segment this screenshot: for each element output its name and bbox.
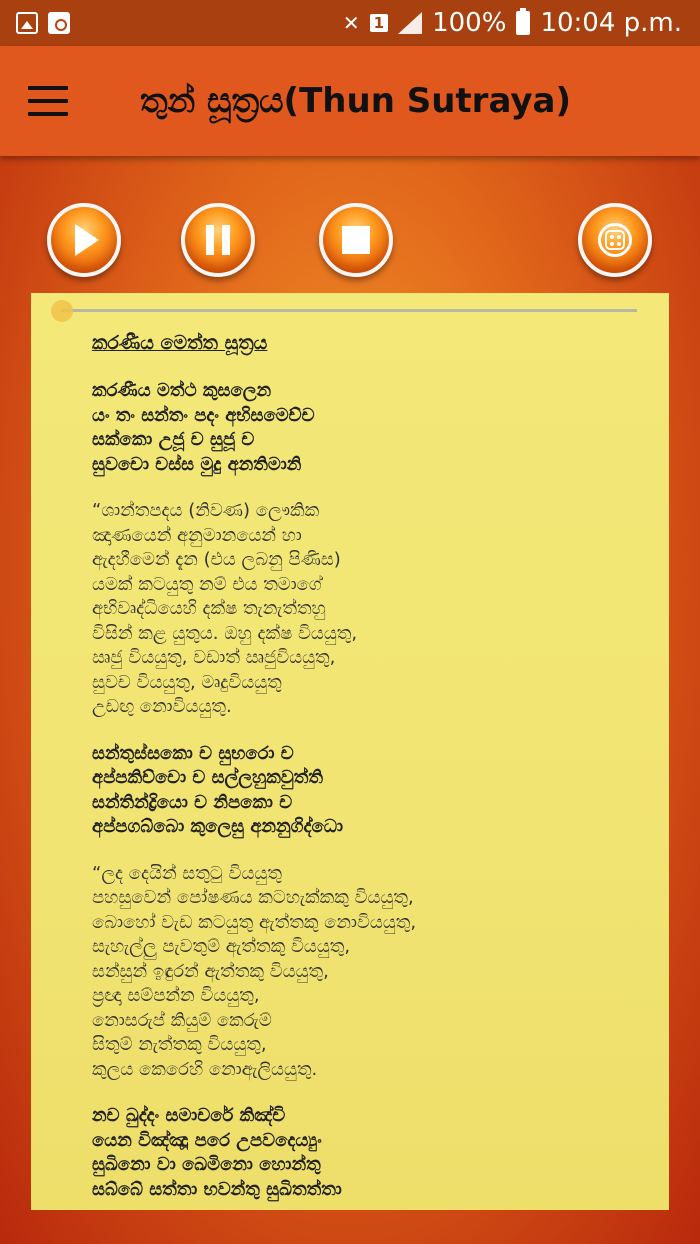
lyric-line: අප්පගබ්බො කුලෙසු අනනුගිද්ධො	[92, 816, 344, 837]
stanza-1	[92, 379, 652, 477]
hamburger-menu-icon[interactable]	[28, 86, 68, 116]
mute-vibrate-icon: ✕	[342, 11, 360, 35]
lyric-line: අප්පකිච්චො ච සල්ලහුකවුත්ති	[92, 767, 323, 788]
pause-button[interactable]	[181, 203, 255, 277]
seek-bar-track[interactable]	[61, 309, 637, 312]
lyric-line: සන්තින්ද්‍රියො ච නිපකො ච	[92, 791, 293, 813]
options-button[interactable]	[578, 203, 652, 277]
lyric-line: අභිවෘද්ධියෙහි දක්ෂ තැනැත්තහු	[92, 598, 326, 619]
app-notification-icon	[48, 12, 70, 34]
clock: 10:04 p.m.	[540, 8, 682, 38]
app-bar	[0, 46, 700, 156]
page-title: තුන් සූත්‍රය(Thun Sutraya)	[140, 81, 571, 121]
stanza-3	[92, 742, 652, 840]
pause-icon	[206, 225, 230, 255]
stop-button[interactable]	[319, 203, 393, 277]
sim-slot-badge: 1	[370, 14, 388, 32]
lyric-line: ඤාණයෙන් අනුමානයෙන් හා	[92, 524, 302, 546]
lyric-line: සබ්බේ සත්තා භවන්තු සුඛිතත්තා	[92, 1178, 342, 1200]
signal-icon	[398, 12, 422, 34]
lyric-line: යමක් කටයුතු නම් එය තමාගේ	[92, 573, 322, 595]
play-button[interactable]	[47, 203, 121, 277]
play-icon	[75, 224, 99, 256]
lyric-line: කුලය කෙරෙහි නොඇලියයුතු.	[92, 1058, 318, 1080]
lyric-line: ඍජු වියයුතු, වඩාත් ඍජුවියයුතු,	[92, 647, 336, 668]
stanza-5	[92, 1104, 652, 1202]
lyric-line: සක්කො උජූ ච සුජූ ච	[92, 429, 255, 450]
lyrics-content	[92, 331, 652, 1210]
lyric-line: යෙන විඤ්ඤූ පරෙ උපවදෙය්‍යුං	[92, 1129, 322, 1151]
lyric-line: “ලද දෙයින් සතුටු වියයුතු	[92, 862, 282, 884]
lyric-line: සුවචො චස්ස මුදු අනතිමානි	[92, 453, 302, 475]
options-icon	[598, 223, 632, 257]
lyric-line: කරණීය මත්ථ කුසලෙන	[92, 380, 272, 401]
lyric-line: සැහැල්ලු පැවතුම් ඇත්තකු වියයුතු,	[92, 936, 351, 957]
lyric-line: විසින් කළ යුතුය. ඔහු දක්ෂ වියයුතු,	[92, 622, 358, 644]
lyric-line: “ශාන්තපදය (නිවණ) ලෞකික	[92, 500, 320, 521]
lyrics-panel	[31, 293, 669, 1210]
seek-bar-thumb[interactable]	[51, 300, 73, 322]
stanza-4	[92, 862, 652, 1083]
lyric-line: නච ඛුද්දං සමාචරේ කිඤ්චි	[92, 1105, 286, 1126]
lyric-line: උඩඟු නොවියයුතු.	[92, 696, 232, 717]
stanza-2	[92, 499, 652, 720]
lyrics-title: කරණීය මෙත්ත සූත්‍රය	[92, 332, 268, 354]
lyric-line: සන්තුස්සකො ච සුභරො ච	[92, 742, 294, 764]
lyric-line: බොහෝ වැඩ කටයුතු ඇත්තකු නොවියයුතු,	[92, 911, 417, 933]
stop-icon	[342, 226, 370, 254]
battery-percent: 100%	[432, 8, 507, 38]
lyric-line: නොසරුප් කියුම් කෙරුම්	[92, 1009, 272, 1031]
lyric-line: සුඛිනො වා ඛෙමිනො හොන්තු	[92, 1154, 321, 1175]
status-bar	[0, 0, 700, 46]
lyric-line: සන්සුන් ඉඳුරන් ඇත්තකු වියයුතු,	[92, 960, 329, 982]
lyric-line: පහසුවෙන් පෝෂණය කටහැක්කකු වියයුතු,	[92, 887, 414, 908]
lyric-line: ප්‍රඥා සම්පන්න වියයුතු,	[92, 985, 260, 1006]
battery-icon	[516, 11, 530, 35]
lyric-line: යං තං සන්තං පදං අභිසමෙච්ච	[92, 404, 315, 426]
image-icon	[16, 12, 38, 34]
lyrics-stanzas	[92, 379, 652, 1202]
lyric-line: සුවච වියයුතු, මෘදුවියයුතු	[92, 671, 282, 693]
lyric-line: ඇදහීමෙන් දැන (එය ලබනු පිණිස)	[92, 549, 341, 570]
lyric-line: සිතුම් නැත්තකු වියයුතු,	[92, 1034, 267, 1055]
